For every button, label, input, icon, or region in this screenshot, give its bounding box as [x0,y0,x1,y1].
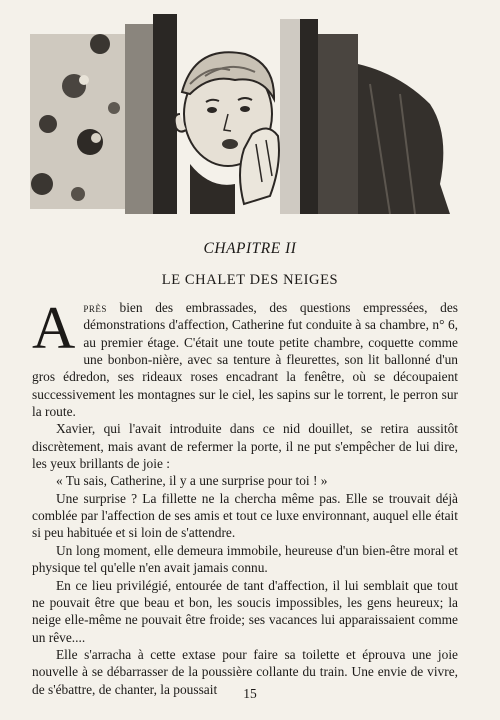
first-word-rest: près [83,300,107,315]
paragraph-1 [32,295,458,420]
paragraph-2: Xavier, qui l'avait introduite dans ce nid douillet, se retira aussitôt discrètement, mais avant de refermer la porte, il ne put s'empêcher de lui dire, les yeux brillants de joie : [32,421,458,472]
paragraph-text: bien des embrassades, des questions empressées, des démonstrations d'affection, Catherine fut conduite à sa chambre, n° 6, au premier étage. C'était une toute petite chambre, coquette comme une bonbon-nière, avec sa tenture à fleurettes, son lit ballonné d'un gros édredon, ses rideaux roses encadrant la fenêtre, où se découpaient successivement les montagnes sur le ciel, les sapins sur le torrent, le perron sur la route. [32,300,458,420]
floral-curtain [30,34,125,209]
page-number: 15 [243,686,257,701]
paragraph-5: Un long moment, elle demeura immobile, heureuse d'un bien-être moral et physique tel qu'elle n'en avait jamais connu. [32,542,458,576]
drop-cap: A [32,295,76,361]
paragraph-4: Une surprise ? La fillette ne la chercha même pas. Elle se trouvait déjà comblée par l'affection de ses amis et tout ce luxe environnant, auquel elle était si peu habituée et si loin de s'attendre. [32,490,458,541]
paragraph-3: « Tu sais, Catherine, il y a une surprise pour toi ! » [56,473,328,489]
boy-figure [175,52,279,214]
chapter-number: CHAPITRE II [203,240,297,257]
chapter-title: LE CHALET DES NEIGES [161,272,339,288]
chapter-body [32,295,458,698]
paragraph-6: En ce lieu privilégié, entourée de tant d'affection, il lui semblait que tout ne pouvait être que beau et bon, les soucis impossibles, les gens heureux; la neige elle-même ne pouvait être froide; ses vacances lui apparaissaient comme un rêve.... [32,577,458,645]
boy-in-doorway-illustration [30,14,462,214]
paragraph-7: Elle s'arracha à cette extase pour faire sa toilette et éprouva une joie nouvelle à se débarrasser de la poussière collante du train. Une envie de vivre, de s'ébattre, de chanter, la poussait [32,646,458,697]
